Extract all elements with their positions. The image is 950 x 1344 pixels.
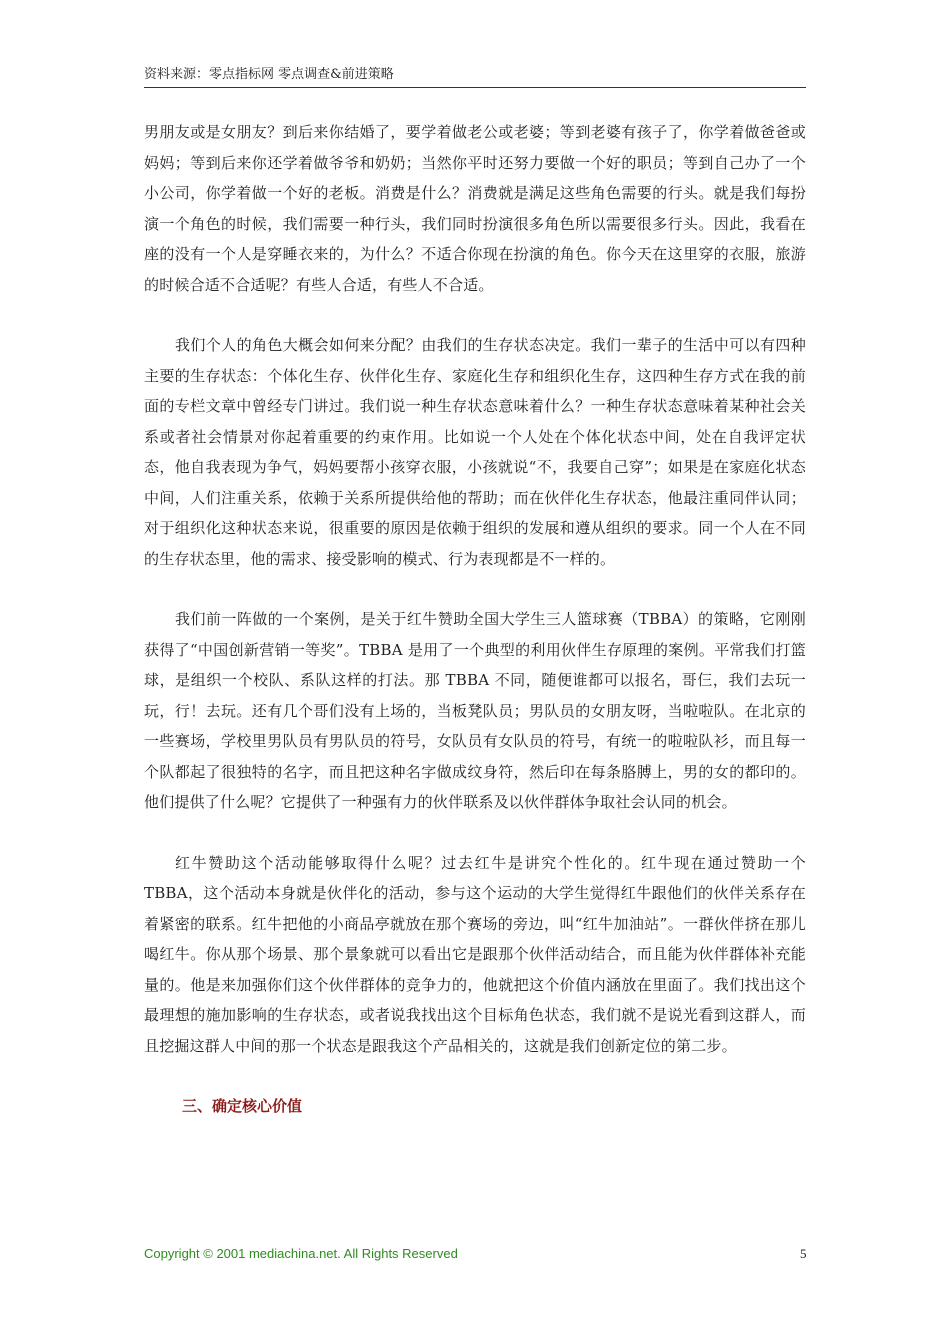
paragraph-4: 红牛赞助这个活动能够取得什么呢？过去红牛是讲究个性化的。红牛现在通过赞助一个 TBBA，这个活动本身就是伙伴化的活动，参与这个运动的大学生觉得红牛跟他们的伙伴关系存在着紧密的联系。红牛把他的小商品亭就放在那个赛场的旁边，叫“红牛加油站”。一群伙伴挤在那儿喝红牛。你从那个场景、那个景象就可以看出它是跟那个伙伴活动结合，而且能为伙伴群体补充能量的。他是来加强你们这个伙伴群体的竞争力的，他就把这个价值内涵放在里面了。我们找出这个最理想的施加影响的生存状态，或者说我找出这个目标角色状态，我们就不是说光看到这群人，而且挖掘这群人中间的那一个状态是跟我这个产品相关的，这就是我们创新定位的第二步。	[144, 853, 806, 1055]
section-heading: 三、确定核心价值	[182, 1097, 303, 1115]
paragraph-3: 我们前一阵做的一个案例，是关于红牛赞助全国大学生三人篮球赛（TBBA）的策略，它刚刚获得了“中国创新营销一等奖”。TBBA 是用了一个典型的利用伙伴生存原理的案例。平常我们打篮球，是组织一个校队、系队这样的打法。那 TBBA 不同，随便谁都可以报名，哥仨，我们去玩一玩，行！去玩。还有几个哥们没有上场的，当板凳队员；男队员的女朋友呀，当啦啦队。在北京的一些赛场，学校里男队员有男队员的符号，女队员有女队员的符号，有统一的啦啦队衫，而且每一个队都起了很独特的名字，而且把这种名字做成纹身符，然后印在每条胳膊上，男的女的都印的。他们提供了什么呢？它提供了一种强有力的伙伴联系及以伙伴群体争取社会认同的机会。	[144, 610, 806, 811]
footer-copyright: Copyright © 2001 mediachina.net. All Rights Reserved	[144, 1246, 458, 1261]
paragraph-1: 男朋友或是女朋友？到后来你结婚了，要学着做老公或老婆；等到老婆有孩子了，你学着做爸爸或妈妈；等到后来你还学着做爷爷和奶奶；当然你平时还努力要做一个好的职员；等到自己办了一个小公司，你学着做一个好的老板。消费是什么？消费就是满足这些角色需要的行头。就是我们每扮演一个角色的时候，我们需要一种行头，我们同时扮演很多角色所以需要很多行头。因此，我看在座的没有一个人是穿睡衣来的，为什么？不适合你现在扮演的角色。你今天在这里穿的衣服，旅游的时候合适不合适呢？有些人合适，有些人不合适。	[144, 123, 806, 294]
header-divider	[144, 87, 806, 88]
document-body	[144, 117, 806, 1121]
page-number: 5	[800, 1246, 807, 1261]
page-header-source: 资料来源：零点指标网 零点调查&前进策略	[144, 67, 394, 82]
paragraph-2: 我们个人的角色大概会如何来分配？由我们的生存状态决定。我们一辈子的生活中可以有四种主要的生存状态：个体化生存、伙伴化生存、家庭化生存和组织化生存，这四种生存方式在我的前面的专栏文章中曾经专门讲过。我们说一种生存状态意味着什么？一种生存状态意味着某种社会关系或者社会情景对你起着重要的约束作用。比如说一个人处在个体化状态中间，处在自我评定状态，他自我表现为争气，妈妈要帮小孩穿衣服，小孩就说“不，我要自己穿”；如果是在家庭化状态中间，人们注重关系，依赖于关系所提供给他的帮助；而在伙伴化生存状态，他最注重同伴认同；对于组织化这种状态来说，很重要的原因是依赖于组织的发展和遵从组织的要求。同一个人在不同的生存状态里，他的需求、接受影响的模式、行为表现都是不一样的。	[144, 336, 806, 568]
